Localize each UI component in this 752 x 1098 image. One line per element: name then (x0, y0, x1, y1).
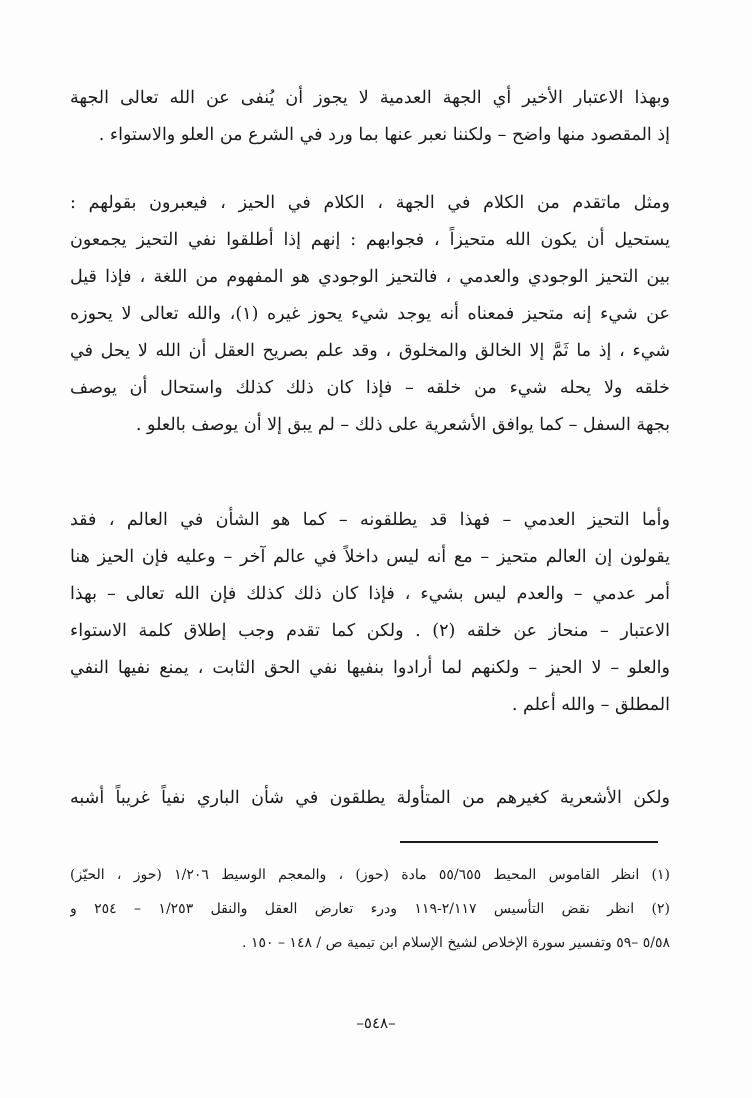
text-line: ولكن الأشعرية كغيرهم من المتأولة يطلقون في شأن الباري نفياً غريباً أشبه (70, 788, 670, 808)
page-number: –٥٤٨– (356, 1014, 396, 1032)
footnote-line: (١) انظر القاموس المحيط ٥٥/٦٥٥ مادة (حوز) ، والمعجم الوسيط ١/٢٠٦ (حوز ، الحيّز) (70, 867, 670, 883)
text-line: أمر عدمي – والعدم ليس بشيء ، فإذا كان ذلك كذلك فإن الله تعالى – بهذا (70, 584, 670, 604)
footnote-divider (400, 841, 658, 843)
footnote-line: ٥/٥٨ –٥٩ وتفسير سورة الإخلاص لشيخ الإسلام ابن تيمية ص / ١٤٨ – ١٥٠ . (242, 935, 670, 951)
text-line: المطلق – والله أعلم . (511, 695, 670, 715)
paragraph-2 (70, 185, 670, 444)
text-line: يقولون إن العالم متحيز – مع أنه ليس داخلاً في عالم آخر – وعليه فإن الحيز هنا (70, 547, 670, 567)
text-line: بجهة السفل – كما يوافق الأشعرية على ذلك – لم يبق إلا أن يوصف بالعلو . (135, 415, 670, 435)
text-line: والعلو – لا الحيز – ولكنهم لما أرادوا بنفيها نفي الحق الثابت ، يمنع نفيها النفي (70, 658, 670, 678)
text-line: عن شيء إنه متحيز فمعناه أنه يوجد شيء يحوز غيره (١)، والله تعالى لا يحوزه (70, 304, 670, 324)
text-line: إذ المقصود منها واضح – ولكننا نعبر عنها بما ورد في الشرع من العلو والاستواء . (98, 125, 670, 145)
paragraph-4 (70, 780, 670, 817)
text-line: وبهذا الاعتبار الأخير أي الجهة العدمية لا يجوز أن يُنفى عن الله تعالى الجهة (70, 88, 670, 108)
text-line: وأما التحيز العدمي – فهذا قد يطلقونه – كما هو الشأن في العالم ، فقد (70, 510, 670, 530)
paragraph-3 (70, 502, 670, 724)
text-line: الاعتبار – منحاز عن خلقه (٢) . ولكن كما تقدم وجب إطلاق كلمة الاستواء (70, 621, 670, 641)
text-line: شيء ، إذ ما ثَمَّ إلا الخالق والمخلوق ، وقد علم بصريح العقل أن الله لا يحل في (70, 341, 670, 361)
paragraph-1 (70, 80, 670, 154)
footnote-line: (٢) انظر نقض التأسيس ٢/١١٧-١١٩ ودرء تعارض العقل والنقل ١/٢٥٣ – ٢٥٤ و (70, 901, 670, 917)
text-line: خلقه ولا يحله شيء من خلقه – فإذا كان ذلك كذلك واستحال أن يوصف (70, 378, 670, 398)
text-line: ومثل ماتقدم من الكلام في الجهة ، الكلام في الحيز ، فيعبرون بقولهم : (70, 193, 670, 213)
text-line: يستحيل أن يكون الله متحيزاً ، فجوابهم : إنهم إذا أطلقوا نفي التحيز يجمعون (70, 230, 670, 250)
text-line: بين التحيز الوجودي والعدمي ، فالتحيز الوجودي هو المفهوم من اللغة ، فإذا قيل (70, 267, 670, 287)
footnotes (70, 858, 670, 960)
